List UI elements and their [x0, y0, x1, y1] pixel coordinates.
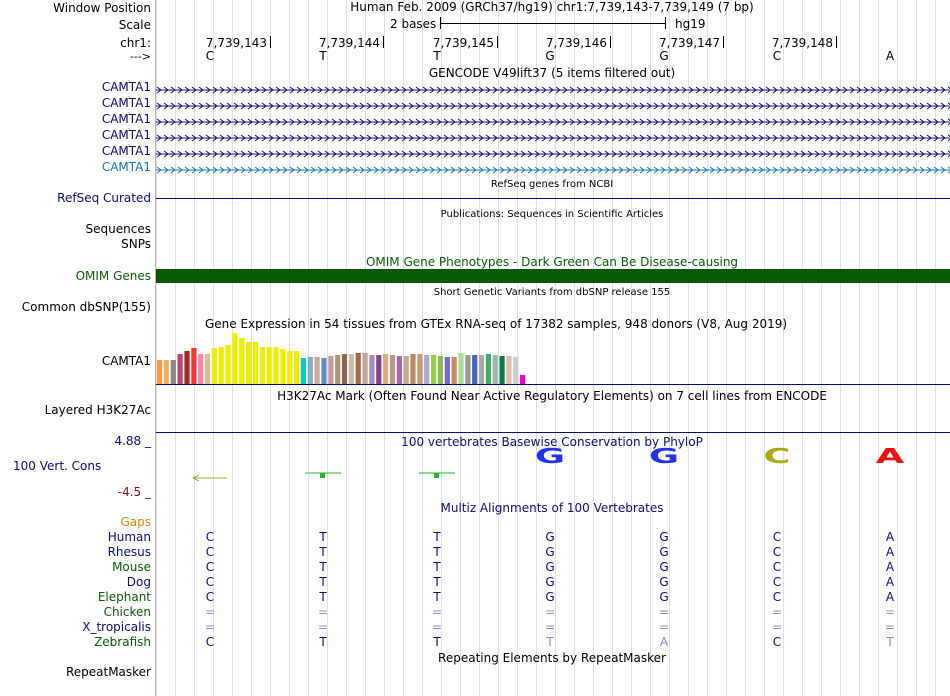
chrom-label: chr1: — [120, 36, 151, 50]
gene-label-camta1[interactable]: CAMTA1 — [101, 96, 151, 110]
reference-base: C — [772, 49, 782, 63]
species-label[interactable]: X_tropicalis — [82, 620, 151, 634]
conservation-ymin: -4.5 _ — [117, 485, 151, 499]
species-label[interactable]: Human — [107, 530, 151, 544]
omim-track-label[interactable]: OMIM Genes — [75, 269, 151, 283]
gtex-tissue-bar[interactable] — [349, 354, 354, 384]
alignment-base: T — [319, 575, 327, 589]
ruler-tick — [497, 36, 498, 48]
gtex-tissue-bar[interactable] — [335, 355, 340, 384]
species-label[interactable]: Chicken — [103, 605, 151, 619]
position-title: Human Feb. 2009 (GRCh37/hg19) chr1:7,739,143-7,739,149 (7 bp) — [350, 0, 754, 14]
gtex-tissue-bar[interactable] — [458, 353, 463, 384]
gtex-tissue-bar[interactable] — [445, 357, 450, 384]
gtex-tissue-bar[interactable] — [472, 355, 477, 384]
alignment-base: T — [319, 530, 327, 544]
gtex-tissue-bar[interactable] — [417, 354, 422, 384]
alignment-base: G — [659, 560, 669, 574]
conservation-ymax: 4.88 _ — [114, 434, 151, 448]
alignment-base: = — [771, 605, 783, 619]
conservation-logo-letter: A — [875, 443, 905, 469]
gtex-tissue-bar[interactable] — [431, 355, 436, 384]
alignment-base: C — [205, 545, 215, 559]
assembly-label: hg19 — [675, 17, 706, 31]
gencode-track-title[interactable]: GENCODE V49lift37 (5 items filtered out) — [428, 66, 676, 80]
reference-base: C — [205, 49, 215, 63]
gene-label-camta1[interactable]: CAMTA1 — [101, 112, 151, 126]
gtex-tissue-bar[interactable] — [246, 342, 251, 384]
gtex-tissue-bar[interactable] — [157, 360, 162, 384]
dbsnp-track-label[interactable]: Common dbSNP(155) — [21, 300, 151, 314]
gene-track-row[interactable] — [156, 113, 950, 125]
omim-phenotype-bar[interactable] — [156, 269, 950, 283]
sequences-track-label[interactable]: Sequences — [85, 222, 151, 236]
alignment-base: C — [205, 590, 215, 604]
reference-base: A — [885, 49, 895, 63]
gtex-baseline — [156, 384, 950, 385]
alignment-base: C — [772, 575, 782, 589]
gtex-tissue-bar[interactable] — [493, 355, 498, 384]
alignment-base: C — [205, 560, 215, 574]
gene-label-camta1[interactable]: CAMTA1 — [101, 160, 151, 174]
alignment-base: G — [659, 590, 669, 604]
conservation-logo-mark — [303, 465, 343, 475]
alignment-base: A — [885, 530, 895, 544]
gtex-tissue-bar[interactable] — [397, 356, 402, 384]
gene-label-camta1[interactable]: CAMTA1 — [101, 80, 151, 94]
track-display-area — [156, 0, 950, 696]
gtex-tissue-bar[interactable] — [342, 354, 347, 384]
refseq-gene-line[interactable] — [156, 198, 950, 199]
ruler-tick — [383, 36, 384, 48]
scale-text: 2 bases — [390, 17, 437, 31]
species-label[interactable]: Mouse — [112, 560, 151, 574]
gtex-tissue-bar[interactable] — [369, 355, 374, 384]
alignment-base: T — [886, 635, 894, 649]
gtex-tissue-bar[interactable] — [438, 356, 443, 384]
alignment-base: = — [544, 605, 556, 619]
gtex-tissue-bar[interactable] — [308, 357, 313, 384]
alignment-base: = — [544, 620, 556, 634]
alignment-base: = — [884, 620, 896, 634]
gtex-tissue-bar[interactable] — [520, 375, 525, 384]
alignment-base: T — [433, 560, 441, 574]
alignment-base: C — [772, 590, 782, 604]
gtex-tissue-bar[interactable] — [506, 356, 511, 384]
gtex-tissue-bar[interactable] — [198, 354, 203, 384]
alignment-base: = — [317, 605, 329, 619]
ruler-tick — [723, 36, 724, 48]
alignment-base: G — [545, 590, 555, 604]
gtex-tissue-bar[interactable] — [486, 354, 491, 384]
ruler-tick — [270, 36, 271, 48]
gtex-tissue-bar[interactable] — [232, 333, 237, 384]
alignment-base: T — [433, 635, 441, 649]
alignment-base: C — [205, 530, 215, 544]
gtex-tissue-bar[interactable] — [390, 355, 395, 384]
window-position-label: Window Position — [53, 1, 151, 15]
scale-label: Scale — [118, 18, 151, 32]
species-label[interactable]: Zebrafish — [94, 635, 151, 649]
gtex-tissue-bar[interactable] — [171, 360, 176, 384]
gtex-tissue-bar[interactable] — [363, 353, 368, 384]
refseq-track-title[interactable]: RefSeq genes from NCBI — [490, 179, 614, 190]
gtex-tissue-bar[interactable] — [404, 356, 409, 384]
alignment-base: G — [659, 575, 669, 589]
gtex-tissue-bar[interactable] — [267, 347, 272, 384]
gene-track-row[interactable] — [156, 97, 950, 109]
gtex-tissue-bar[interactable] — [383, 354, 388, 384]
alignment-base: T — [319, 635, 327, 649]
h3k27ac-track-title[interactable]: H3K27Ac Mark (Often Found Near Active Regulatory Elements) on 7 cell lines from ENCODE — [277, 389, 827, 403]
gtex-tissue-bar[interactable] — [164, 360, 169, 384]
conservation-logo-letter: C — [763, 443, 791, 469]
alignment-base: G — [545, 560, 555, 574]
alignment-base: T — [433, 575, 441, 589]
alignment-base: = — [204, 620, 216, 634]
omim-track-title[interactable]: OMIM Gene Phenotypes - Dark Green Can Be Disease-causing — [365, 255, 739, 269]
ruler-position-label: 7,739,147 — [658, 36, 720, 50]
species-label[interactable]: Rhesus — [107, 545, 151, 559]
gene-track-row[interactable] — [156, 81, 950, 93]
gtex-tissue-bar[interactable] — [184, 351, 189, 384]
alignment-base: G — [659, 545, 669, 559]
dbsnp-track-title[interactable]: Short Genetic Variants from dbSNP release 155 — [433, 287, 671, 298]
species-label[interactable]: Dog — [126, 575, 151, 589]
alignment-base: A — [885, 560, 895, 574]
refseq-track-label[interactable]: RefSeq Curated — [57, 191, 151, 205]
alignment-base: G — [545, 575, 555, 589]
gtex-track-label[interactable]: CAMTA1 — [101, 354, 151, 368]
alignment-base: T — [433, 545, 441, 559]
alignment-base: = — [431, 605, 443, 619]
alignment-base: T — [433, 590, 441, 604]
gtex-tissue-bar[interactable] — [465, 355, 470, 384]
alignment-base: T — [319, 545, 327, 559]
gtex-tissue-bar[interactable] — [301, 358, 306, 384]
alignment-base: C — [772, 560, 782, 574]
gtex-tissue-bar[interactable] — [328, 356, 333, 384]
gtex-tissue-bar[interactable] — [287, 351, 292, 384]
alignment-base: T — [433, 530, 441, 544]
alignment-base: G — [659, 530, 669, 544]
gtex-tissue-bar[interactable] — [452, 357, 457, 384]
gtex-tissue-bar[interactable] — [191, 348, 196, 384]
publications-track-title[interactable]: Publications: Sequences in Scientific Articles — [440, 209, 664, 220]
species-label[interactable]: Elephant — [97, 590, 151, 604]
strand-label: ---> — [129, 50, 151, 63]
gtex-tissue-bar[interactable] — [273, 347, 278, 384]
gtex-expression-chart[interactable] — [156, 330, 556, 384]
gtex-tissue-bar[interactable] — [212, 348, 217, 384]
gene-track-row[interactable] — [156, 145, 950, 157]
gaps-label: Gaps — [120, 515, 151, 529]
alignment-base: A — [885, 590, 895, 604]
alignment-base: C — [772, 545, 782, 559]
alignment-base: G — [545, 530, 555, 544]
repeatmasker-track-label[interactable]: RepeatMasker — [65, 665, 151, 679]
alignment-base: G — [545, 545, 555, 559]
snps-track-label[interactable]: SNPs — [121, 237, 151, 251]
track-labels-sidebar — [0, 0, 156, 696]
alignment-base: = — [658, 605, 670, 619]
alignment-base: A — [885, 575, 895, 589]
ruler-tick — [610, 36, 611, 48]
gtex-tissue-bar[interactable] — [219, 347, 224, 384]
conservation-logo-letter: G — [534, 443, 566, 469]
reference-base: G — [545, 49, 555, 63]
multiz-track-title[interactable]: Multiz Alignments of 100 Vertebrates — [440, 501, 664, 515]
conservation-logo-mark — [190, 467, 230, 475]
alignment-base: T — [319, 590, 327, 604]
reference-base: G — [659, 49, 669, 63]
gtex-tissue-bar[interactable] — [500, 356, 505, 384]
reference-base: T — [433, 49, 441, 63]
gtex-tissue-bar[interactable] — [205, 354, 210, 384]
gtex-tissue-bar[interactable] — [315, 357, 320, 384]
gene-track-row[interactable] — [156, 161, 950, 173]
reference-base: T — [319, 49, 327, 63]
gtex-tissue-bar[interactable] — [178, 354, 183, 384]
repeatmasker-track-title[interactable]: Repeating Elements by RepeatMasker — [438, 651, 666, 665]
alignment-base: C — [772, 530, 782, 544]
conservation-logo-letter: G — [648, 443, 680, 469]
scale-bar — [440, 17, 666, 29]
alignment-base: T — [546, 635, 554, 649]
alignment-base: C — [205, 635, 215, 649]
alignment-base: T — [319, 560, 327, 574]
gtex-track-title[interactable]: Gene Expression in 54 tissues from GTEx RNA-seq of 17382 samples, 948 donors (V8, Aug 2019) — [204, 317, 788, 331]
gtex-tissue-bar[interactable] — [226, 345, 231, 384]
ruler-position-label: 7,739,145 — [432, 36, 494, 50]
gtex-tissue-bar[interactable] — [321, 358, 326, 384]
conservation-track-label[interactable]: 100 Vert. Cons — [13, 459, 102, 473]
ruler-tick — [836, 36, 837, 48]
ruler-position-label: 7,739,144 — [318, 36, 380, 50]
ruler-position-label: 7,739,146 — [545, 36, 607, 50]
alignment-base: A — [885, 545, 895, 559]
gtex-tissue-bar[interactable] — [356, 353, 361, 384]
gtex-tissue-bar[interactable] — [410, 354, 415, 384]
alignment-base: = — [658, 620, 670, 634]
alignment-base: A — [659, 635, 669, 649]
alignment-base: = — [204, 605, 216, 619]
gene-track-row[interactable] — [156, 129, 950, 141]
gtex-tissue-bar[interactable] — [253, 342, 258, 384]
gtex-tissue-bar[interactable] — [479, 355, 484, 384]
gtex-tissue-bar[interactable] — [376, 355, 381, 384]
gene-label-camta1[interactable]: CAMTA1 — [101, 128, 151, 142]
conservation-logo-mark — [417, 465, 457, 475]
alignment-base: = — [884, 605, 896, 619]
alignment-base: = — [431, 620, 443, 634]
gtex-tissue-bar[interactable] — [424, 355, 429, 384]
ruler-position-label: 7,739,143 — [205, 36, 267, 50]
alignment-base: C — [205, 575, 215, 589]
h3k27ac-track-label[interactable]: Layered H3K27Ac — [44, 403, 151, 417]
alignment-base: = — [317, 620, 329, 634]
alignment-base: C — [772, 635, 782, 649]
gtex-tissue-bar[interactable] — [280, 349, 285, 384]
conservation-track-title[interactable]: 100 vertebrates Basewise Conservation by PhyloP — [401, 435, 703, 449]
gtex-tissue-bar[interactable] — [260, 347, 265, 384]
ruler-position-label: 7,739,148 — [771, 36, 833, 50]
gtex-tissue-bar[interactable] — [294, 351, 299, 384]
alignment-base: = — [771, 620, 783, 634]
gtex-tissue-bar[interactable] — [239, 338, 244, 384]
gtex-tissue-bar[interactable] — [513, 357, 518, 384]
gene-label-camta1[interactable]: CAMTA1 — [101, 144, 151, 158]
h3k27ac-baseline — [156, 432, 950, 433]
